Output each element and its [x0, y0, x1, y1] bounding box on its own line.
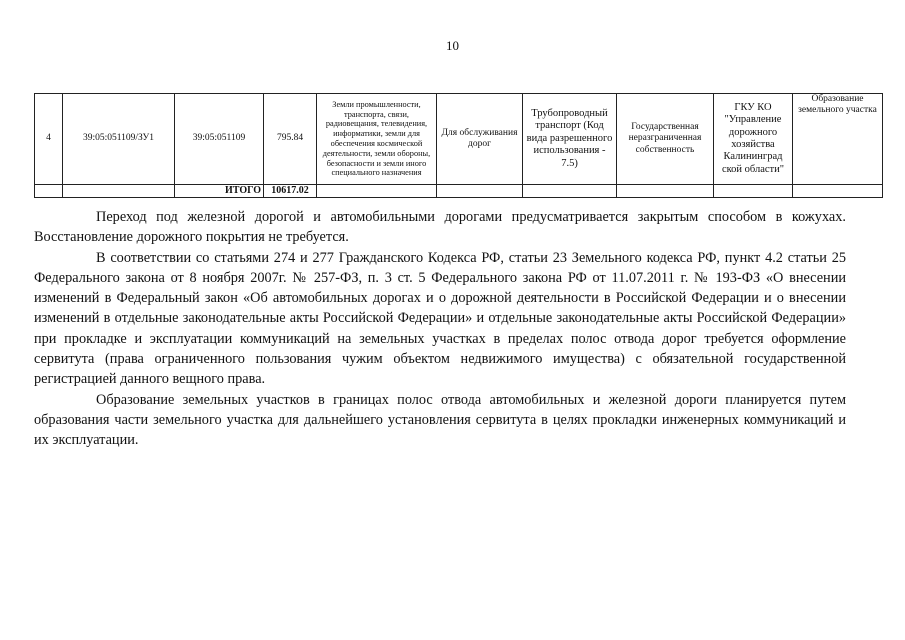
body-text [34, 207, 846, 451]
empty-cell [617, 185, 714, 198]
paragraph: Переход под железной дорогой и автомобильными дорогами предусматривается закрытым способом в кожухах. Восстановление дорожного покрытия не требуется. [34, 209, 846, 246]
cell-block-id: 39:05:051109 [175, 94, 264, 185]
empty-cell [317, 185, 437, 198]
table-total-row [35, 185, 883, 198]
table-row [35, 94, 883, 185]
total-label: ИТОГО [175, 185, 264, 198]
cell-land-category: Земли промышленности, транспорта, связи, радиовещания, телевидения, информатики, земли для обеспечения космической деятельности, земли обороны, безопасности и земли иного специального назначения [317, 94, 437, 185]
empty-cell [35, 185, 63, 198]
empty-cell [63, 185, 175, 198]
cell-area: 795.84 [264, 94, 317, 185]
empty-cell [523, 185, 617, 198]
empty-cell [793, 185, 883, 198]
empty-cell [437, 185, 523, 198]
cell-plot-id: 39:05:051109/ЗУ1 [63, 94, 175, 185]
total-value: 10617.02 [264, 185, 317, 198]
cell-formation: Образование земельного участка [793, 94, 883, 185]
cell-ownership: Государственная неразграниченная собственность [617, 94, 714, 185]
page-number: 10 [446, 38, 459, 53]
cell-permitted-use-type: Трубопроводный транспорт (Код вида разрешенного использования - 7.5) [523, 94, 617, 185]
land-plot-table [34, 93, 883, 198]
empty-cell [714, 185, 793, 198]
cell-owner: ГКУ КО "Управление дорожного хозяйства Калининград ской области" [714, 94, 793, 185]
cell-permitted-use: Для обслуживания дорог [437, 94, 523, 185]
paragraph: В соответствии со статьями 274 и 277 Гражданского Кодекса РФ, статьи 23 Земельного кодекса РФ, пункт 4.2 статьи 25 Федерального закона от 8 ноября 2007г. № 257-ФЗ, п. 3 ст. 5 Федерального закона РФ от 11.07.2011 г. № 193-ФЗ «О внесении изменений в Федеральный закон «Об автомобильных дорогах и о дорожной деятельности в Российской Федерации и о внесении изменений в отдельные законодательные акты Российской Федерации» и отдельные законодательные акты Российской Федерации» при прокладке и эксплуатации коммуникаций на земельных участках в пределах полос отвода дорог требуется оформление сервитута (права ограниченного пользования чужим объектом недвижимого имущества) с обязательной государственной регистрацией данного вещного права. [34, 249, 846, 388]
paragraph: Образование земельных участков в границах полос отвода автомобильных и железной дороги планируется путем образования части земельного участка для дальнейшего установления сервитута в целях прокладки инженерных коммуникаций и их эксплуатации. [34, 391, 846, 449]
cell-row-number: 4 [35, 94, 63, 185]
